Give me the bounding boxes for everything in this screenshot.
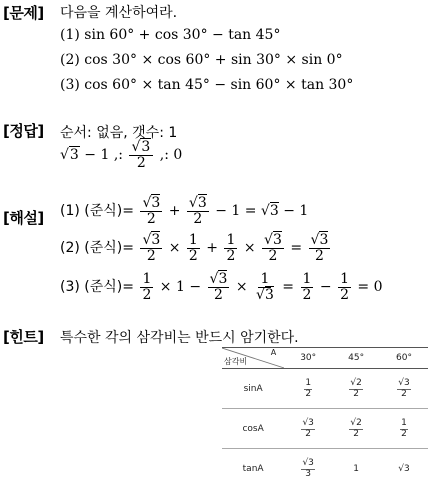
- trig-ratio-table: [222, 347, 428, 488]
- problem-item-2: (2) cos 30° × cos 60° + sin 30° × sin 0°: [60, 52, 343, 68]
- answer-label: [정답]: [3, 120, 44, 141]
- solution-line-2: (2) (준식)= $\frac{√3}{2}$ × $\frac{1}{2}$ + $\frac{1}{2}$ × $\frac{√3}{2}$ = $\frac{√3}{2}$: [60, 233, 332, 263]
- hint-text: 특수한 각의 삼각비는 반드시 암기한다.: [60, 327, 299, 347]
- problem-label: [문제]: [3, 2, 44, 23]
- table-corner: 삼각비 A: [222, 348, 284, 369]
- solution-line-1: (1) (준식)= $\frac{√3}{2}$ + $\frac{√3}{2}$ − 1 = √3 − 1: [60, 196, 308, 226]
- hint-label: [힌트]: [3, 326, 44, 347]
- table-row-tan: tanA $\frac{√3}{3}$ 1 √3: [222, 449, 428, 488]
- row-name: sinA: [222, 369, 284, 409]
- table-row-sin: sinA $\frac{1}{2}$ $\frac{√2}{2}$ $\frac{√3}{2}$: [222, 369, 428, 409]
- row-name: cosA: [222, 409, 284, 449]
- problem-instruction: 다음을 계산하여라.: [60, 2, 177, 22]
- fraction: $\frac{√3}{2}$: [129, 140, 153, 170]
- header-45: 45°: [332, 348, 380, 369]
- header-30: 30°: [284, 348, 332, 369]
- solution-line-3: (3) (준식)= $\frac{1}{2}$ × 1 − $\frac{√3}{2}$ × $\frac{1}{√3}$ = $\frac{1}{2}$ − $\frac{1}{2}$ = 0: [60, 272, 383, 302]
- row-name: tanA: [222, 449, 284, 488]
- table-row-cos: cosA $\frac{√3}{2}$ $\frac{√2}{2}$ $\frac{1}{2}$: [222, 409, 428, 449]
- problem-item-3: (3) cos 60° × tan 45° − sin 60° × tan 30°: [60, 77, 353, 93]
- problem-item-1: (1) sin 60° + cos 30° − tan 45°: [60, 27, 280, 43]
- sqrt-expression: √3: [60, 146, 80, 163]
- answer-line-2: √3 − 1 ,: $\frac{√3}{2}$ ,: 0: [60, 140, 182, 170]
- solution-label: [해설]: [3, 207, 44, 228]
- header-60: 60°: [380, 348, 428, 369]
- answer-line-1: 순서: 없음, 갯수: 1: [60, 122, 177, 142]
